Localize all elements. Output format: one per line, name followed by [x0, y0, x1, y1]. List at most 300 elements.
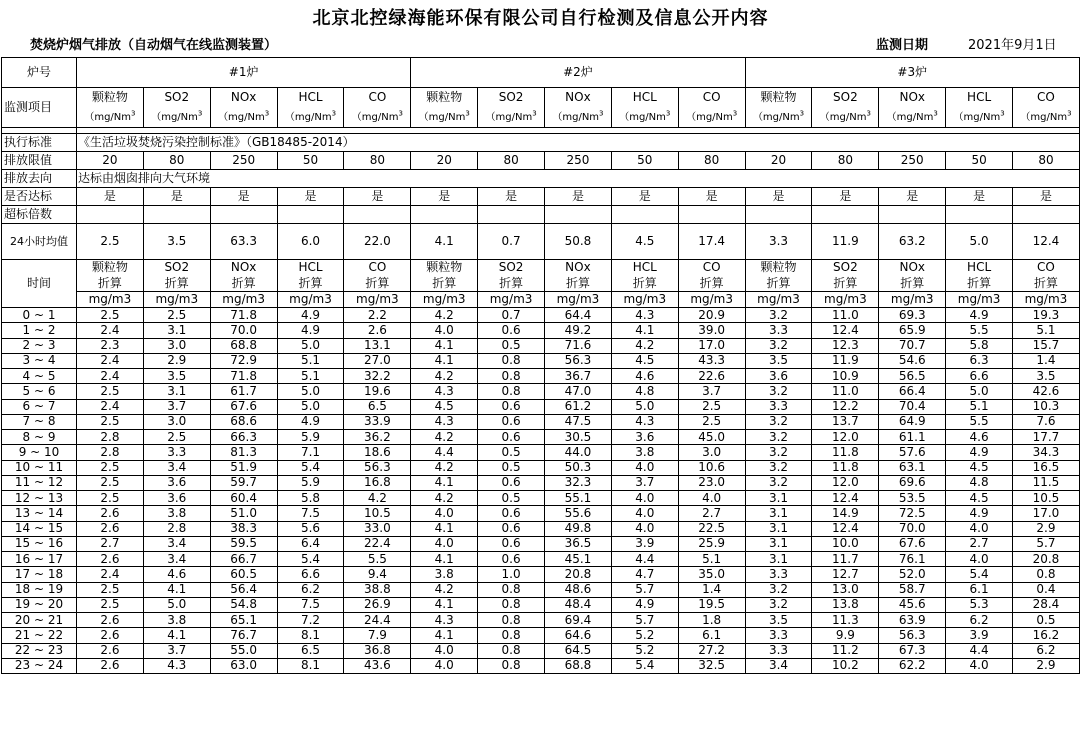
data-cell: 36.7: [545, 369, 612, 384]
data-cell: 63.0: [210, 658, 277, 673]
data-cell: 4.2: [411, 430, 478, 445]
data-cell: 47.5: [545, 414, 612, 429]
data-cell: 13.7: [812, 414, 879, 429]
data-cell: 5.9: [277, 430, 344, 445]
data-cell: 2.5: [77, 460, 144, 475]
data-cell: 3.2: [745, 338, 812, 353]
data-cell: 0.5: [478, 491, 545, 506]
data-cell: 1.8: [678, 613, 745, 628]
data-cell: 55.1: [545, 491, 612, 506]
data-cell: 35.0: [678, 567, 745, 582]
avg24-value: 4.1: [411, 224, 478, 260]
data-cell: 2.8: [77, 430, 144, 445]
furnace-header: #1炉: [77, 58, 411, 88]
data-cell: 4.4: [611, 552, 678, 567]
table-row: [2, 353, 1080, 368]
data-cell: 11.7: [812, 552, 879, 567]
data-cell: 3.6: [745, 369, 812, 384]
avg24-value: 3.3: [745, 224, 812, 260]
avg24-value: 4.5: [611, 224, 678, 260]
unit-text: （mg/Nm: [84, 111, 132, 123]
data-cell: 20.8: [545, 567, 612, 582]
data-cell: 4.0: [611, 506, 678, 521]
data-cell: 7.5: [277, 506, 344, 521]
data-cell: 51.9: [210, 460, 277, 475]
data-cell: 2.5: [678, 399, 745, 414]
data-cell: 2.6: [77, 521, 144, 536]
unit-cell: [411, 108, 478, 128]
table-row: [2, 369, 1080, 384]
data-cell: 3.1: [745, 552, 812, 567]
data-cell: 2.5: [77, 582, 144, 597]
pollutant-subheader: SO2: [478, 260, 545, 276]
data-cell: 63.9: [879, 613, 946, 628]
data-cell: 2.9: [1013, 521, 1080, 536]
data-cell: 4.9: [277, 414, 344, 429]
table-row: [2, 224, 1080, 260]
data-cell: 4.3: [143, 658, 210, 673]
calc-label: 折算: [411, 276, 478, 292]
table-row: [2, 460, 1080, 475]
table-row: [2, 170, 1080, 188]
data-cell: 65.1: [210, 613, 277, 628]
table-row: [2, 597, 1080, 612]
unit-text: （mg/Nm: [886, 111, 934, 123]
data-cell: 2.5: [77, 308, 144, 323]
data-cell: 5.6: [277, 521, 344, 536]
data-cell: 3.8: [611, 445, 678, 460]
data-cell: 3.3: [745, 628, 812, 643]
data-cell: 3.8: [143, 613, 210, 628]
data-cell: 3.2: [745, 414, 812, 429]
pollutant-header: HCL: [946, 88, 1013, 108]
data-cell: 15.7: [1013, 338, 1080, 353]
data-cell: 4.2: [411, 491, 478, 506]
data-cell: 10.3: [1013, 399, 1080, 414]
data-cell: 12.4: [812, 521, 879, 536]
data-cell: 6.4: [277, 536, 344, 551]
data-cell: 2.8: [143, 521, 210, 536]
data-cell: 0.6: [478, 536, 545, 551]
data-cell: 3.2: [745, 308, 812, 323]
hour-cell: 17 ~ 18: [2, 567, 77, 582]
data-cell: 76.1: [879, 552, 946, 567]
data-cell: 4.0: [946, 658, 1013, 673]
unit-text: （mg/Nm: [284, 111, 332, 123]
data-cell: 5.0: [946, 384, 1013, 399]
unit-row-cell: mg/m3: [545, 292, 612, 308]
data-cell: 0.6: [478, 414, 545, 429]
table-row: [2, 260, 1080, 276]
table-row: [2, 58, 1080, 88]
data-cell: 0.8: [478, 582, 545, 597]
data-cell: 3.2: [745, 475, 812, 490]
data-cell: 64.6: [545, 628, 612, 643]
data-cell: 66.3: [210, 430, 277, 445]
unit-cell: [946, 108, 1013, 128]
data-cell: 3.8: [143, 506, 210, 521]
table-row: [2, 276, 1080, 292]
data-cell: 45.6: [879, 597, 946, 612]
data-cell: 42.6: [1013, 384, 1080, 399]
unit-superscript: 3: [732, 109, 738, 118]
data-cell: 4.3: [611, 308, 678, 323]
table-row: [2, 206, 1080, 224]
data-cell: 68.8: [545, 658, 612, 673]
data-cell: 4.5: [946, 491, 1013, 506]
data-cell: 12.2: [812, 399, 879, 414]
data-cell: 28.4: [1013, 597, 1080, 612]
data-cell: 66.4: [879, 384, 946, 399]
data-cell: 66.7: [210, 552, 277, 567]
limit-label: 排放限值: [2, 152, 77, 170]
compliant-label: 是否达标: [2, 188, 77, 206]
data-cell: 3.2: [745, 582, 812, 597]
hour-cell: 9 ~ 10: [2, 445, 77, 460]
data-cell: 3.6: [143, 475, 210, 490]
data-cell: 2.5: [678, 414, 745, 429]
data-cell: 3.5: [1013, 369, 1080, 384]
table-row: [2, 445, 1080, 460]
data-cell: 5.4: [946, 567, 1013, 582]
data-cell: 2.6: [77, 552, 144, 567]
data-cell: 5.0: [277, 384, 344, 399]
data-cell: 4.0: [946, 521, 1013, 536]
data-cell: 45.1: [545, 552, 612, 567]
table-row: [2, 292, 1080, 308]
data-cell: 0.8: [478, 643, 545, 658]
data-cell: 30.5: [545, 430, 612, 445]
calc-label: 折算: [879, 276, 946, 292]
unit-cell: [478, 108, 545, 128]
pollutant-subheader: CO: [344, 260, 411, 276]
pollutant-subheader: HCL: [611, 260, 678, 276]
data-cell: 0.6: [478, 552, 545, 567]
exceed-value: [210, 206, 277, 224]
data-cell: 4.9: [611, 597, 678, 612]
table-row: [2, 188, 1080, 206]
pollutant-subheader: 颗粒物: [745, 260, 812, 276]
unit-superscript: 3: [532, 109, 537, 118]
pollutant-subheader: HCL: [277, 260, 344, 276]
data-cell: 39.0: [678, 323, 745, 338]
compliant-value: 是: [478, 188, 545, 206]
unit-text: （mg/Nm: [619, 111, 666, 123]
table-row: [2, 323, 1080, 338]
unit-superscript: 3: [131, 109, 136, 118]
data-cell: 0.5: [1013, 613, 1080, 628]
direction-text: 达标由烟囱排向大气环境: [77, 170, 1080, 188]
unit-row-cell: mg/m3: [879, 292, 946, 308]
compliant-value: 是: [1013, 188, 1080, 206]
unit-text: （mg/Nm: [752, 111, 800, 123]
data-cell: 3.9: [946, 628, 1013, 643]
exceed-value: [143, 206, 210, 224]
data-cell: 0.6: [478, 521, 545, 536]
avg24-value: 0.7: [478, 224, 545, 260]
standard-text: 《生活垃圾焚烧污染控制标准》（GB18485-2014）: [77, 134, 1080, 152]
limit-value: 250: [210, 152, 277, 170]
data-cell: 3.7: [611, 475, 678, 490]
data-cell: 65.9: [879, 323, 946, 338]
data-cell: 59.5: [210, 536, 277, 551]
data-cell: 4.1: [411, 628, 478, 643]
data-cell: 33.9: [344, 414, 411, 429]
table-row: [2, 552, 1080, 567]
hour-cell: 8 ~ 9: [2, 430, 77, 445]
data-cell: 4.2: [411, 308, 478, 323]
data-cell: 6.3: [946, 353, 1013, 368]
data-cell: 3.5: [745, 613, 812, 628]
data-cell: 43.3: [678, 353, 745, 368]
unit-text: （mg/Nm: [686, 111, 733, 123]
data-cell: 58.7: [879, 582, 946, 597]
hour-cell: 0 ~ 1: [2, 308, 77, 323]
data-cell: 0.8: [478, 353, 545, 368]
data-cell: 4.8: [611, 384, 678, 399]
table-row: [2, 658, 1080, 673]
avg24-value: 11.9: [812, 224, 879, 260]
data-cell: 49.2: [545, 323, 612, 338]
avg24-label: 24小时均值: [2, 224, 77, 260]
data-cell: 4.2: [411, 369, 478, 384]
data-cell: 23.0: [678, 475, 745, 490]
table-subtitle: 焚烧炉烟气排放（自动烟气在线监测装置）: [30, 38, 278, 53]
data-cell: 70.0: [879, 521, 946, 536]
data-cell: 2.4: [77, 369, 144, 384]
data-cell: 5.4: [277, 460, 344, 475]
unit-row-cell: mg/m3: [277, 292, 344, 308]
exceed-label: 超标倍数: [2, 206, 77, 224]
data-cell: 22.5: [678, 521, 745, 536]
data-cell: 4.9: [277, 323, 344, 338]
calc-label: 折算: [344, 276, 411, 292]
data-cell: 3.3: [745, 567, 812, 582]
limit-value: 80: [1013, 152, 1080, 170]
data-cell: 60.4: [210, 491, 277, 506]
limit-value: 80: [478, 152, 545, 170]
data-cell: 2.6: [77, 506, 144, 521]
data-cell: 5.7: [611, 613, 678, 628]
data-cell: 64.9: [879, 414, 946, 429]
pollutant-header: HCL: [277, 88, 344, 108]
table-row: [2, 134, 1080, 152]
table-row: [2, 475, 1080, 490]
avg24-value: 63.3: [210, 224, 277, 260]
hour-cell: 15 ~ 16: [2, 536, 77, 551]
data-cell: 27.0: [344, 353, 411, 368]
data-cell: 3.0: [678, 445, 745, 460]
data-cell: 0.6: [478, 475, 545, 490]
table-row: [2, 506, 1080, 521]
data-cell: 3.4: [143, 552, 210, 567]
data-cell: 0.8: [478, 597, 545, 612]
unit-text: （mg/Nm: [151, 111, 198, 123]
data-cell: 68.6: [210, 414, 277, 429]
data-cell: 47.0: [545, 384, 612, 399]
data-cell: 4.8: [946, 475, 1013, 490]
data-cell: 63.1: [879, 460, 946, 475]
data-cell: 5.5: [344, 552, 411, 567]
data-cell: 5.0: [277, 338, 344, 353]
unit-row-cell: mg/m3: [946, 292, 1013, 308]
table-row: [2, 430, 1080, 445]
data-cell: 3.7: [678, 384, 745, 399]
pollutant-subheader: 颗粒物: [77, 260, 144, 276]
unit-cell: [77, 108, 144, 128]
compliant-value: 是: [812, 188, 879, 206]
data-cell: 5.8: [946, 338, 1013, 353]
data-cell: 2.5: [143, 430, 210, 445]
data-cell: 56.5: [879, 369, 946, 384]
data-cell: 61.2: [545, 399, 612, 414]
table-row: [2, 308, 1080, 323]
data-cell: 62.2: [879, 658, 946, 673]
data-cell: 4.1: [611, 323, 678, 338]
hour-cell: 6 ~ 7: [2, 399, 77, 414]
data-cell: 0.6: [478, 430, 545, 445]
data-cell: 2.6: [77, 628, 144, 643]
data-cell: 36.8: [344, 643, 411, 658]
calc-label: 折算: [143, 276, 210, 292]
data-cell: 45.0: [678, 430, 745, 445]
data-cell: 18.6: [344, 445, 411, 460]
data-cell: 59.7: [210, 475, 277, 490]
data-cell: 38.3: [210, 521, 277, 536]
pollutant-subheader: SO2: [812, 260, 879, 276]
data-cell: 4.1: [143, 582, 210, 597]
unit-cell: [344, 108, 411, 128]
data-cell: 0.6: [478, 399, 545, 414]
unit-superscript: 3: [866, 109, 871, 118]
unit-text: （mg/Nm: [418, 111, 466, 123]
data-cell: 10.5: [1013, 491, 1080, 506]
data-cell: 4.9: [277, 308, 344, 323]
exceed-value: [77, 206, 144, 224]
data-cell: 5.0: [143, 597, 210, 612]
unit-text: （mg/Nm: [1020, 111, 1068, 123]
data-cell: 69.4: [545, 613, 612, 628]
data-cell: 72.9: [210, 353, 277, 368]
data-cell: 5.2: [611, 628, 678, 643]
data-cell: 4.2: [344, 491, 411, 506]
pollutant-subheader: 颗粒物: [411, 260, 478, 276]
data-cell: 5.1: [277, 353, 344, 368]
data-cell: 32.5: [678, 658, 745, 673]
data-cell: 5.4: [277, 552, 344, 567]
data-cell: 13.0: [812, 582, 879, 597]
pollutant-header: 颗粒物: [77, 88, 144, 108]
data-cell: 0.8: [478, 613, 545, 628]
limit-value: 80: [344, 152, 411, 170]
compliant-value: 是: [879, 188, 946, 206]
data-cell: 4.1: [411, 475, 478, 490]
data-cell: 4.5: [411, 399, 478, 414]
pollutant-header: CO: [1013, 88, 1080, 108]
data-cell: 67.6: [210, 399, 277, 414]
data-cell: 1.0: [478, 567, 545, 582]
data-cell: 7.1: [277, 445, 344, 460]
pollutant-header: NOx: [210, 88, 277, 108]
data-cell: 60.5: [210, 567, 277, 582]
avg24-value: 5.0: [946, 224, 1013, 260]
date-label: 监测日期: [876, 38, 929, 53]
data-cell: 54.6: [879, 353, 946, 368]
data-cell: 6.2: [946, 613, 1013, 628]
table-row: [2, 414, 1080, 429]
data-cell: 3.0: [143, 338, 210, 353]
data-cell: 2.5: [77, 597, 144, 612]
data-cell: 4.2: [611, 338, 678, 353]
data-cell: 4.9: [946, 308, 1013, 323]
calc-label: 折算: [478, 276, 545, 292]
data-cell: 68.8: [210, 338, 277, 353]
data-cell: 3.1: [745, 491, 812, 506]
data-cell: 69.3: [879, 308, 946, 323]
data-cell: 6.6: [277, 567, 344, 582]
table-row: [2, 152, 1080, 170]
unit-row-cell: mg/m3: [1013, 292, 1080, 308]
data-cell: 0.5: [478, 338, 545, 353]
table-row: [2, 628, 1080, 643]
data-cell: 19.5: [678, 597, 745, 612]
table-row: [2, 521, 1080, 536]
data-cell: 5.9: [277, 475, 344, 490]
data-cell: 12.7: [812, 567, 879, 582]
calc-label: 折算: [812, 276, 879, 292]
hour-cell: 1 ~ 2: [2, 323, 77, 338]
data-cell: 6.2: [277, 582, 344, 597]
calc-label: 折算: [611, 276, 678, 292]
data-cell: 5.5: [946, 323, 1013, 338]
data-cell: 2.9: [1013, 658, 1080, 673]
data-cell: 12.4: [812, 491, 879, 506]
data-cell: 11.5: [1013, 475, 1080, 490]
hour-cell: 10 ~ 11: [2, 460, 77, 475]
unit-row-cell: mg/m3: [411, 292, 478, 308]
data-cell: 4.1: [411, 552, 478, 567]
data-cell: 5.1: [277, 369, 344, 384]
table-row: [2, 491, 1080, 506]
hour-cell: 4 ~ 5: [2, 369, 77, 384]
data-cell: 4.3: [411, 613, 478, 628]
data-cell: 2.4: [77, 399, 144, 414]
data-cell: 6.6: [946, 369, 1013, 384]
data-cell: 3.2: [745, 430, 812, 445]
table-row: [2, 567, 1080, 582]
unit-superscript: 3: [665, 109, 671, 118]
data-cell: 71.8: [210, 369, 277, 384]
standard-label: 执行标准: [2, 134, 77, 152]
data-cell: 10.2: [812, 658, 879, 673]
pollutant-subheader: NOx: [879, 260, 946, 276]
unit-cell: [545, 108, 612, 128]
furnace-header: #3炉: [745, 58, 1079, 88]
data-cell: 5.1: [946, 399, 1013, 414]
data-cell: 4.2: [411, 582, 478, 597]
data-cell: 48.6: [545, 582, 612, 597]
compliant-value: 是: [545, 188, 612, 206]
avg24-value: 63.2: [879, 224, 946, 260]
pollutant-header: SO2: [812, 88, 879, 108]
table-row: [2, 384, 1080, 399]
data-cell: 3.7: [143, 643, 210, 658]
data-cell: 11.8: [812, 445, 879, 460]
data-cell: 64.5: [545, 643, 612, 658]
data-cell: 16.5: [1013, 460, 1080, 475]
data-cell: 49.8: [545, 521, 612, 536]
table-row: [2, 643, 1080, 658]
